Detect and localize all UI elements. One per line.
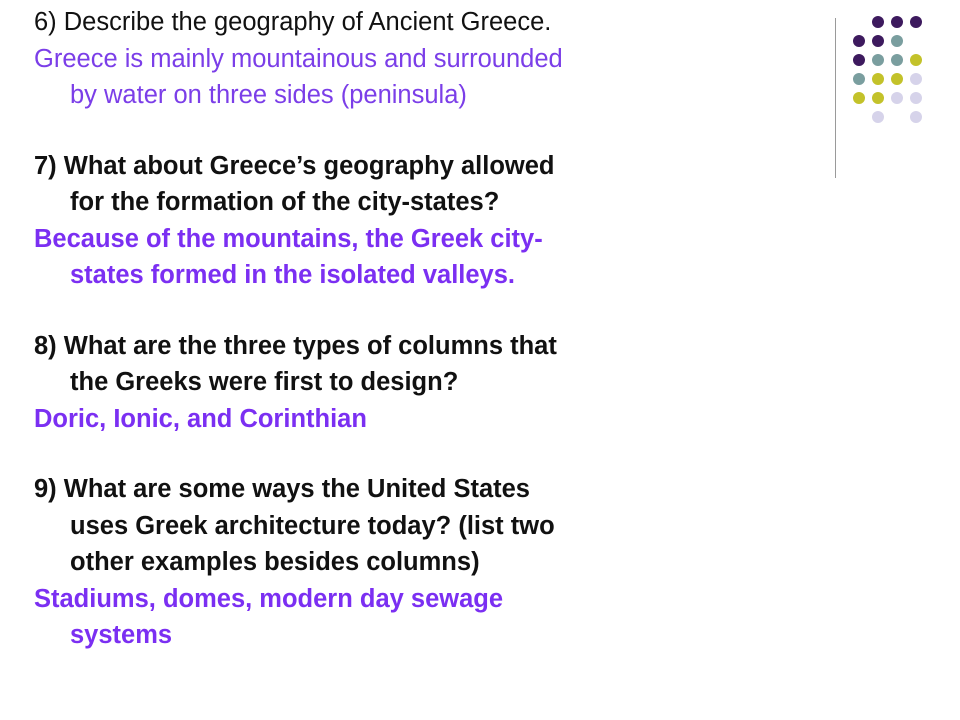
decorative-dot: [872, 111, 884, 123]
question-9-line-1: 9) What are some ways the United States: [34, 475, 530, 503]
question-7-line-1: 7) What about Greece’s geography allowed: [34, 151, 555, 180]
answer-8-line-1: Doric, Ionic, and Corinthian: [34, 404, 367, 433]
answer-9-line-2: systems: [70, 621, 173, 649]
question-7-line-2: for the formation of the city-states?: [70, 188, 500, 216]
decorative-dot: [910, 111, 922, 123]
decorative-dot: [872, 16, 884, 28]
decorative-dot: [891, 54, 903, 66]
slide-content: [34, 4, 714, 654]
decorative-dot: [853, 35, 865, 47]
answer-7-line-1: Because of the mountains, the Greek city-: [34, 224, 543, 253]
decorative-dot: [872, 35, 884, 47]
decorative-dot: [872, 73, 884, 85]
spacer: [34, 114, 714, 148]
question-6: 6) Describe the geography of Ancient Greece.: [34, 8, 552, 36]
answer-6-line-1: Greece is mainly mountainous and surrounded: [34, 44, 563, 73]
question-8-line-2: the Greeks were first to design?: [70, 368, 459, 396]
spacer: [34, 294, 714, 328]
decorative-divider-line: [835, 18, 836, 178]
answer-6-line-2: by water on three sides (peninsula): [70, 81, 467, 109]
question-9-line-2: uses Greek architecture today? (list two: [70, 511, 555, 540]
decorative-dot: [910, 92, 922, 104]
decorative-dot: [891, 35, 903, 47]
decorative-dot: [891, 92, 903, 104]
answer-7-line-2: states formed in the isolated valleys.: [70, 261, 515, 289]
decorative-dot: [853, 73, 865, 85]
decorative-dot: [853, 54, 865, 66]
decorative-dot: [910, 16, 922, 28]
question-9-line-3: other examples besides columns): [70, 548, 480, 576]
spacer: [34, 437, 714, 471]
decorative-dot: [891, 73, 903, 85]
decorative-dot: [910, 54, 922, 66]
decorative-dot: [872, 92, 884, 104]
decorative-dot: [910, 73, 922, 85]
decorative-dot: [872, 54, 884, 66]
decorative-dot: [891, 16, 903, 28]
decorative-dot: [853, 92, 865, 104]
question-8-line-1: 8) What are the three types of columns that: [34, 331, 557, 360]
answer-9-line-1: Stadiums, domes, modern day sewage: [34, 584, 504, 613]
